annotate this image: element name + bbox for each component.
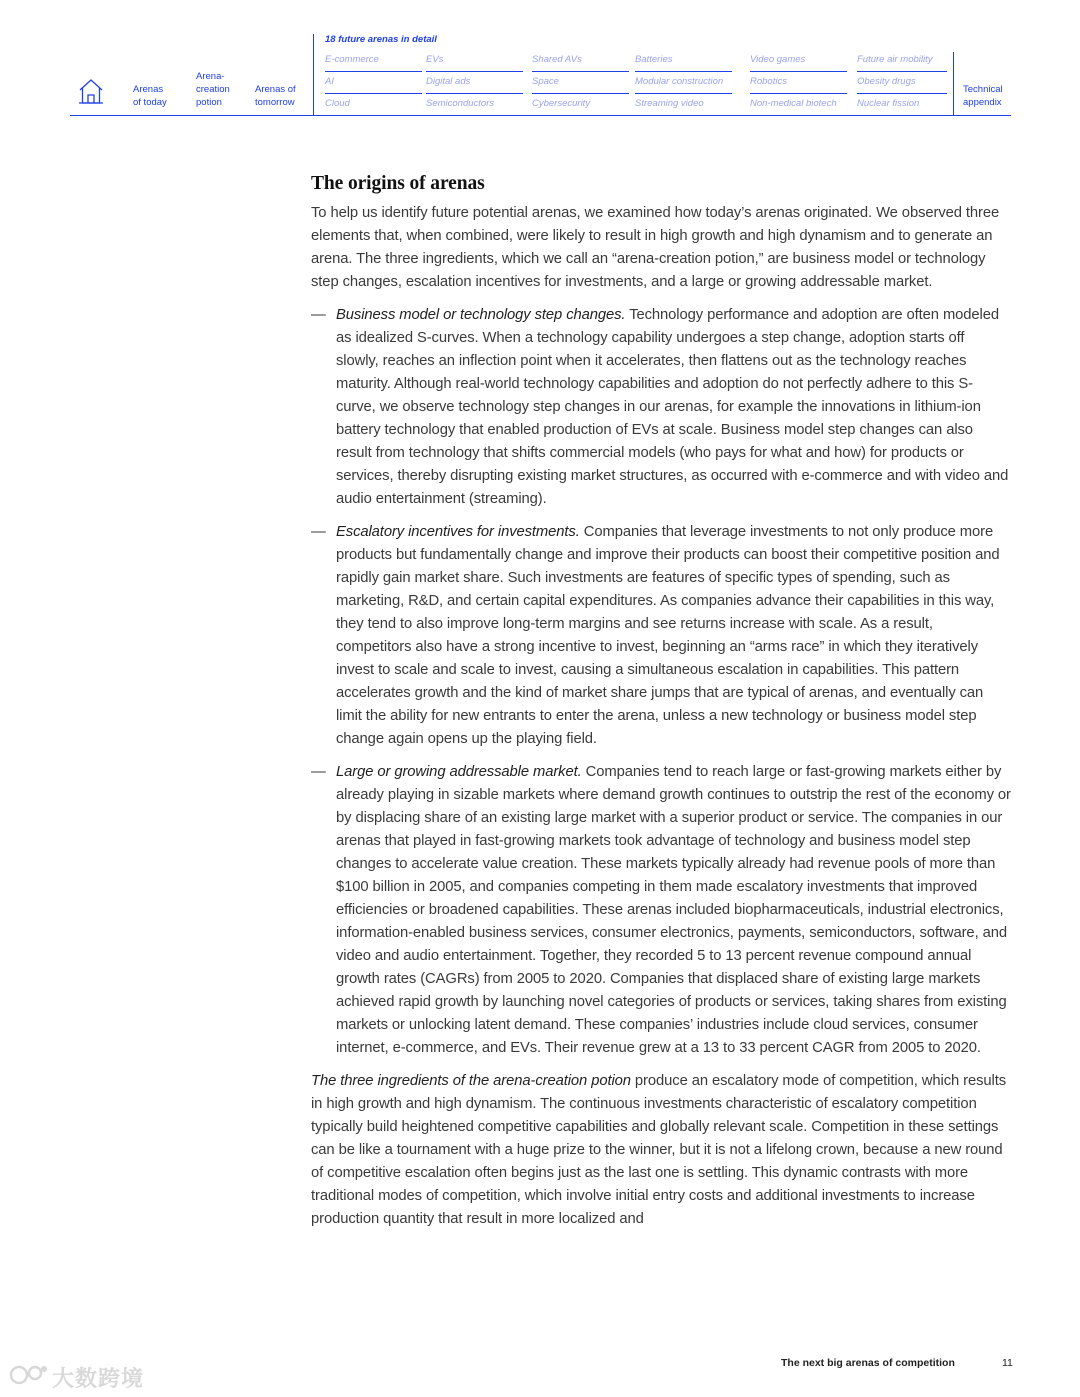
nav-link-arenas-of-tomorrow[interactable]: Arenas of tomorrow (255, 84, 296, 108)
arena-link[interactable]: Modular construction (635, 75, 732, 97)
home-icon[interactable] (78, 78, 104, 104)
watermark (8, 1362, 148, 1390)
page-number: 11 (1002, 1357, 1013, 1369)
closing-paragraph (311, 1070, 1011, 1231)
arena-link[interactable]: Non-medical biotech (750, 98, 837, 109)
list-item (311, 761, 1011, 1060)
arena-link[interactable]: E-commerce (325, 53, 422, 75)
article-body (311, 170, 1011, 1231)
bullet-text: Technology performance and adoption are often modeled as idealized S-curves. When a technology capability undergoes a step change, adoption starts off slowly, reaches an inflection point when it accelerates, then flattens out as the technology reaches maturity. Although real-world technology capabilities and adoption do not perfectly adhere to this S-curve, we observe technology step changes in our arenas, for example the innovations in lithium-ion battery technology that enabled production of EVs at scale. Business model step changes can also result from technology that shifts commercial models (who pays for what and how) for products or services, thereby disrupting existing market structures, as occurred with e-commerce and with video and audio entertainment (streaming). (336, 307, 1009, 507)
closing-emphasis: The three ingredients of the arena-creation potion (311, 1073, 631, 1089)
arena-link[interactable]: Cybersecurity (532, 98, 591, 109)
arena-link[interactable]: Cloud (325, 98, 350, 109)
bullet-title: Business model or technology step changes. (336, 307, 626, 323)
closing-text: produce an escalatory mode of competition, which results in high growth and high dynamism. The continuous investments characteristic of escalatory competition typically build heightened competitive capabilities and globally relevant scale. Competition in these settings can be like a tournament with a huge prize to the winner, but it is not a lifelong crown, because a new round of competitive escalation often begins just as the last one is settling. This dynamic contrasts with more traditional modes of competition, which involve initial entry costs and additional investments to increase production quantity that result in more localized and (311, 1073, 1007, 1227)
nav-divider-left (313, 34, 314, 115)
arena-link[interactable]: Video games (750, 53, 847, 75)
dash-bullet: — (311, 764, 326, 780)
arena-link[interactable]: AI (325, 75, 422, 97)
nav-link-arenas-of-today[interactable]: Arenas of today (133, 84, 167, 108)
arena-link[interactable]: Robotics (750, 75, 847, 97)
watermark-logo-icon (8, 1362, 48, 1388)
arena-link[interactable]: EVs (426, 53, 523, 75)
arena-link[interactable]: Obesity drugs (857, 75, 947, 97)
bullet-text: Companies that leverage investments to not only produce more products but fundamentally change and improve their products can boost their competitive position and rapidly gain market share. Such investments are features of specific types of spending, such as marketing, R&D, and certain capital expenditures. As companies advance their capabilities in this way, they tend to also improve long-term margins and see returns increase with scale. As a result, competitors also have a strong incentive to invest, beginning an “arms race” in which they iteratively invest to scale and scale to invest, causing a simultaneous escalation in capabilities. This pattern accelerates growth and the kind of market share jumps that are typical of arenas, and eventually can limit the ability for new entrants to enter the arena, unless a new technology or business model step change again opens up the playing field. (336, 524, 1000, 747)
nav-divider-right (953, 52, 954, 115)
intro-paragraph: To help us identify future potential arenas, we examined how today’s arenas originated. We observed three elements that, when combined, were likely to result in high growth and high dynamism and to generate an arena. The three ingredients, which we call an “arena-creation potion,” are business model or technology step changes, escalation incentives for investments, and a large or growing addressable market. (311, 205, 1000, 290)
list-item (311, 304, 1011, 511)
section-heading: The origins of arenas (311, 173, 485, 194)
arena-link[interactable]: Streaming video (635, 98, 704, 109)
arena-link[interactable]: Future air mobility (857, 53, 947, 75)
future-arenas-title: 18 future arenas in detail (325, 34, 437, 45)
watermark-text: 大数跨境 (52, 1367, 145, 1392)
top-navigation (70, 30, 1011, 116)
arena-link[interactable]: Shared AVs (532, 53, 629, 75)
dash-bullet: — (311, 307, 326, 323)
list-item (311, 521, 1011, 751)
bullet-title: Escalatory incentives for investments. (336, 524, 580, 540)
nav-underline (70, 115, 1011, 116)
arena-link[interactable]: Semiconductors (426, 98, 495, 109)
nav-link-arena-creation-potion[interactable]: Arena- creation potion (196, 71, 230, 108)
bullet-text: Companies tend to reach large or fast-growing markets either by already playing in sizable markets where demand growth continues to outstrip the rest of the economy or by displacing share of an existing large market with a superior product or service. The companies in our arenas that played in fast-growing markets took advantage of technology and business model step changes to accelerate value creation. These markets typically already had revenue pools of more than $100 billion in 2005, and companies competing in them made escalatory investments that improved efficiencies or broadened capabilities. These arenas included biopharmaceuticals, industrial electronics, information-enabled business services, consumer electronics, payments, semiconductors, software, and video and audio entertainment. Together, they recorded 5 to 13 percent revenue compound annual growth rates (CAGRs) from 2005 to 2020. Companies that displaced share of existing large markets achieved rapid growth by launching novel categories of products or services, taking shares from existing markets or unlocking latent demand. These companies’ industries include cloud services, consumer internet, e-commerce, and EVs. Their revenue grew at a 13 to 33 percent CAGR from 2005 to 2020. (336, 764, 1011, 1056)
arena-link[interactable]: Space (532, 75, 629, 97)
arena-link[interactable]: Digital ads (426, 75, 523, 97)
dash-bullet: — (311, 524, 326, 540)
arena-link[interactable]: Nuclear fission (857, 98, 920, 109)
bullet-title: Large or growing addressable market. (336, 764, 582, 780)
arena-link[interactable]: Batteries (635, 53, 732, 75)
nav-link-technical-appendix[interactable]: Technical appendix (963, 84, 1003, 108)
footer-report-title: The next big arenas of competition (781, 1357, 955, 1369)
